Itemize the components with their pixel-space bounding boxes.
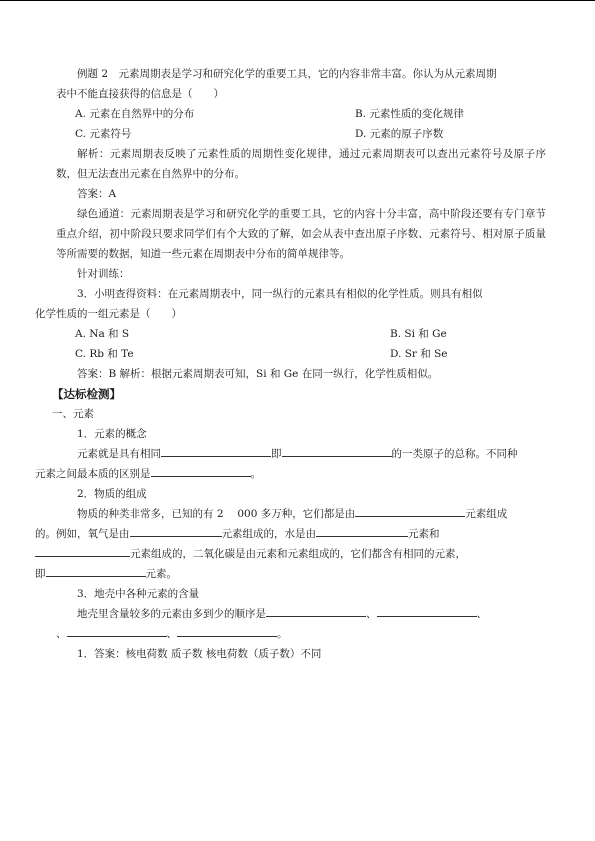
blank-7[interactable] [35,544,130,557]
item-1-title: 1．元素的概念 [77,428,147,440]
item-2-text-h: 元素。 [145,568,177,580]
example-option-b: B. 元素性质的变化规律 [355,108,464,120]
item-1-text-a: 元素就是具有相同 [77,448,161,460]
example-options-row2 [56,124,546,144]
example-option-c: C. 元素符号 [75,128,132,140]
example-option-a: A. 元素在自然界中的分布 [75,108,195,120]
document-page [35,64,546,664]
item-1-text-d: 元素之间最本质的区别是 [35,468,151,480]
item-3-sep-2: 、 [476,608,487,620]
item-3-sep-3: 、 [56,628,67,640]
item-3-title: 3．地壳中各种元素的含量 [77,588,200,600]
item-3-sep-4: 、 [166,628,177,640]
blank-4[interactable] [355,504,465,517]
item-3-text [56,604,546,644]
item-1-text [35,444,546,484]
blank-3[interactable] [151,464,251,477]
item-2-text-b: 元素组成 [465,508,508,520]
blank-1[interactable] [161,444,271,457]
blank-12[interactable] [177,624,277,637]
item-2-text-e: 元素和 [408,528,440,540]
practice-question-3 [35,284,546,324]
example-stem-line1: 例题 2 元素周期表是学习和研究化学的重要工具，它的内容非常丰富。你认为从元素周期 [77,68,497,80]
section-title: 【达标检测】 [52,387,121,401]
practice-q3-line1: 3．小明查得资料：在元素周期表中，同一纵行的元素具有相似的化学性质。则具有相似 [77,288,483,300]
practice-answer: 答案：B 解析：根据元素周期表可知，Si 和 Ge 在同一纵行，化学性质相似。 [77,368,439,380]
practice-q3-line2: 化学性质的一组元素是（ ） [35,308,182,320]
blank-6[interactable] [316,524,408,537]
top-rule [0,0,595,1]
example-stem-line2: 表中不能直接获得的信息是（ ） [56,88,224,100]
green-channel: 绿色通道：元素周期表是学习和研究化学的重要工具，它的内容十分丰富，高中阶段还要有专门章节重点介绍，初中阶段只要求同学们有个大致的了解，如会从表中查出原子序数、元素符号、相对原子质量等所需要的数据，知道一些元素在周期表中分布的简单规律等。 [56,208,546,260]
example-options-row1 [56,104,546,124]
practice-options-row2 [56,344,546,364]
blank-11[interactable] [67,624,167,637]
item-2-text-a: 物质的种类非常多，已知的有 2 000 多万种，它们都是由 [77,508,356,520]
practice-option-a: A. Na 和 S [75,328,130,340]
item-1-text-c: 的一类原子的总称。不同种 [391,448,518,460]
blank-10[interactable] [377,604,477,617]
item-1-text-e: 。 [250,468,261,480]
item-3-text-a: 地壳里含量较多的元素由多到少的顺序是 [77,608,266,620]
practice-option-c: C. Rb 和 Te [75,348,134,360]
blank-5[interactable] [130,524,222,537]
example-stem [56,64,546,104]
item-2-title: 2．物质的组成 [77,488,147,500]
blank-8[interactable] [46,564,146,577]
blank-9[interactable] [266,604,366,617]
practice-option-b: B. Si 和 Ge [390,328,447,340]
practice-label: 针对训练： [77,268,130,280]
practice-option-d: D. Sr 和 Se [390,348,448,360]
example-answer: 答案：A [77,188,117,200]
example-option-d: D. 元素的原子序数 [355,128,444,140]
practice-options-row1 [56,324,546,344]
item-2-text [35,504,546,584]
item-2-text-f: 元素组成的，二氧化碳是由元素和元素组成的，它们都含有相同的元素， [130,548,466,560]
item-2-text-d: 元素组成的，水是由 [221,528,316,540]
item-2-text-c: 的。例如，氧气是由 [35,528,130,540]
part-1-title: 一、元素 [52,408,94,420]
item-3-end: 。 [277,628,288,640]
item-2-text-g: 即 [35,568,46,580]
item-1-text-b: 即 [271,448,282,460]
blank-2[interactable] [282,444,392,457]
example-analysis: 解析：元素周期表反映了元素性质的周期性变化规律，通过元素周期表可以查出元素符号及原子序数，但无法查出元素在自然界中的分布。 [56,148,546,180]
answer-1: 1．答案：核电荷数 质子数 核电荷数（质子数）不同 [77,648,322,660]
item-3-sep-1: 、 [366,608,377,620]
